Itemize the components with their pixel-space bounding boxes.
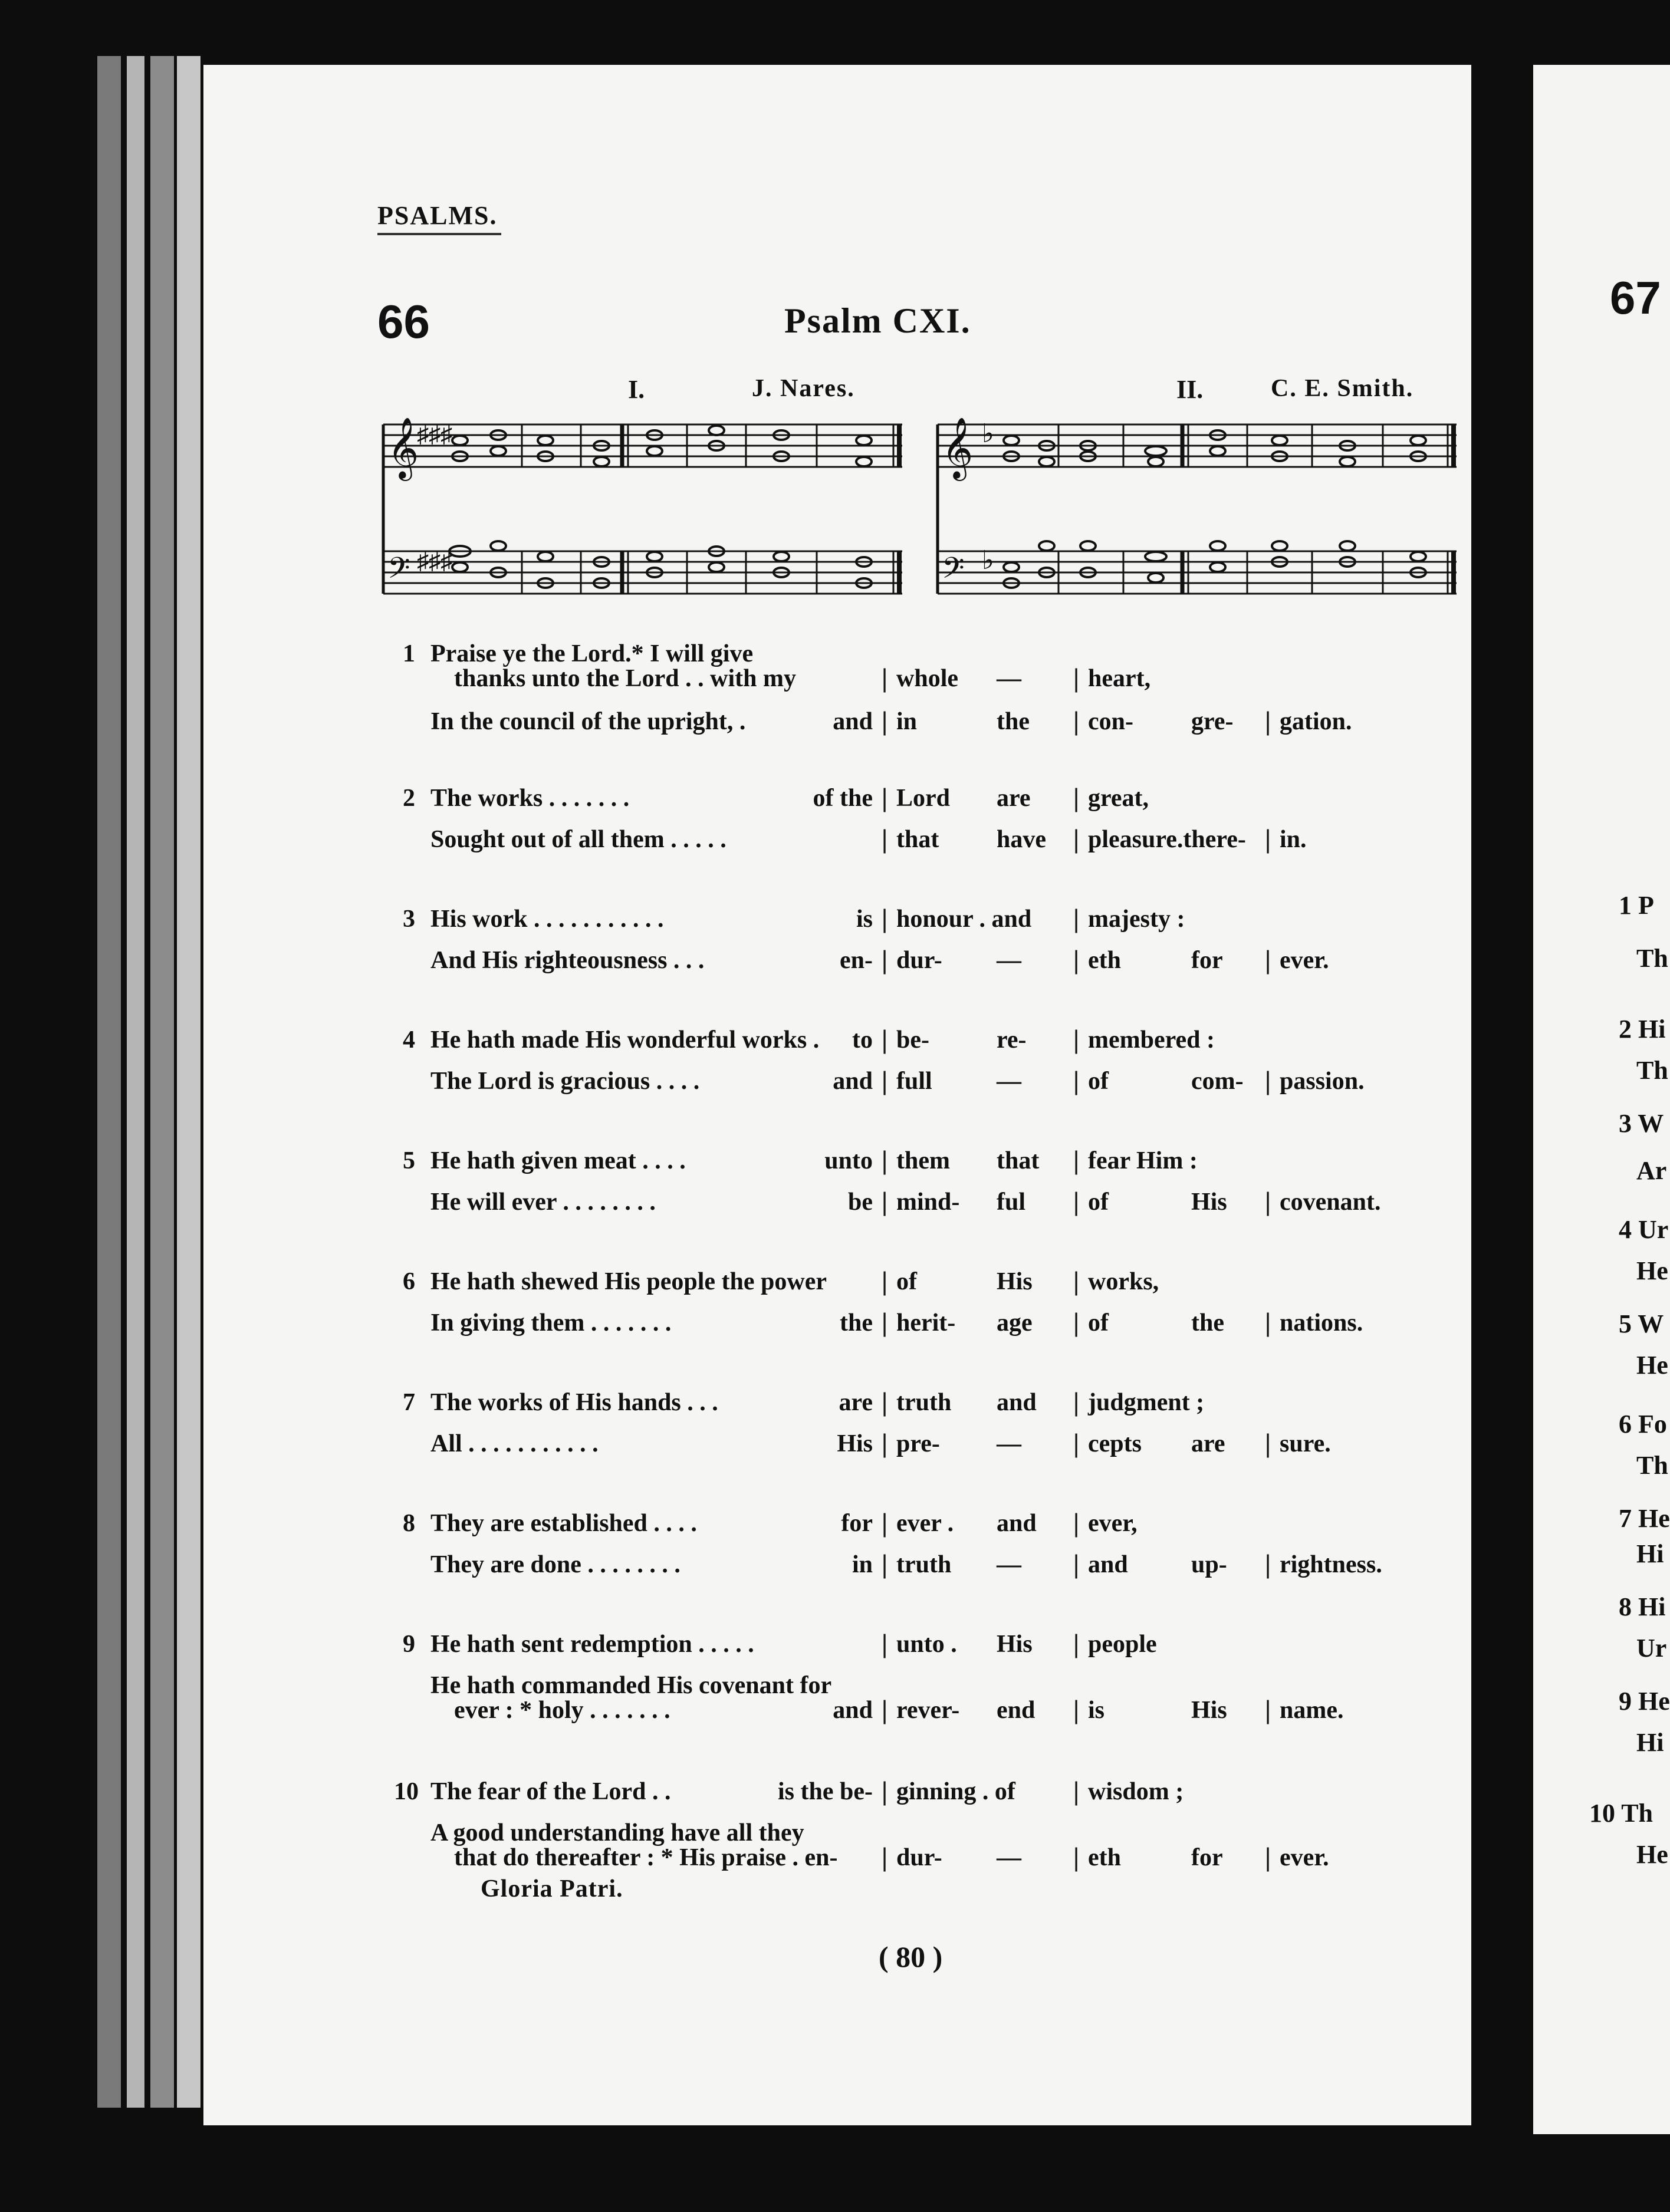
verse-line-text: Sought out of all them . . . . . — [430, 826, 726, 853]
svg-text:𝄞: 𝄞 — [387, 417, 419, 479]
bar-line: | — [1073, 1266, 1080, 1296]
verse-number: 4 — [403, 1026, 415, 1054]
verse-line-text: They are established . . . . — [430, 1510, 697, 1537]
pointed-syllable: pleasure.there- — [1088, 826, 1246, 853]
pointed-syllable: name. — [1280, 1697, 1344, 1724]
verse-number: 2 — [403, 785, 415, 812]
bar-line: | — [1073, 1549, 1080, 1579]
pointed-syllable: cepts — [1088, 1430, 1142, 1457]
right-page-fragment: Hi — [1636, 1539, 1664, 1568]
bar-line: | — [882, 1507, 888, 1538]
bar-line: | — [1073, 706, 1080, 736]
pointed-syllable: in. — [1280, 826, 1307, 853]
verse-mediation-word: in — [852, 1551, 873, 1578]
pointed-syllable: up- — [1191, 1551, 1227, 1578]
pointed-syllable: rever- — [896, 1697, 960, 1724]
header-underline — [377, 233, 501, 235]
verse-line-text: He hath shewed His people the power — [430, 1268, 827, 1295]
bar-line: | — [1265, 1065, 1271, 1095]
bar-line: | — [1073, 663, 1080, 693]
pointed-syllable: — — [997, 947, 1021, 974]
right-page-fragment: 5 W — [1619, 1309, 1664, 1338]
bar-line: | — [882, 1694, 888, 1724]
verse-line-text: In the council of the upright, . — [430, 708, 746, 735]
right-page-fragment: Th — [1636, 1451, 1668, 1480]
verse-line-text: All . . . . . . . . . . . — [430, 1430, 599, 1457]
running-header: PSALMS. — [377, 201, 498, 230]
pointed-syllable: — — [997, 1068, 1021, 1095]
verse-number: 5 — [403, 1147, 415, 1174]
right-page-fragment: 6 Fo — [1619, 1410, 1667, 1439]
bar-line: | — [1073, 1428, 1080, 1458]
bar-line: | — [1073, 1842, 1080, 1872]
bar-line: | — [882, 1776, 888, 1806]
verse-line-text: that do thereafter : * His praise . en- — [454, 1844, 838, 1871]
right-page-fragment: He — [1636, 1840, 1668, 1869]
verse-mediation-word: unto — [824, 1147, 873, 1174]
pointed-syllable: of — [1088, 1309, 1109, 1337]
pointed-syllable: is — [1088, 1697, 1105, 1724]
pointed-syllable: ginning . of — [896, 1778, 1015, 1805]
pointed-syllable: heart, — [1088, 665, 1151, 692]
bar-line: | — [1265, 944, 1271, 975]
verse-line-text: They are done . . . . . . . . — [430, 1551, 681, 1578]
verse-line-text: The fear of the Lord . . — [430, 1778, 671, 1805]
bar-line: | — [882, 824, 888, 854]
pointed-syllable: ever . — [896, 1510, 954, 1537]
right-page-fragment: 2 Hi — [1619, 1015, 1666, 1044]
bar-line: | — [882, 1842, 888, 1872]
page-edge-strip — [150, 56, 174, 2108]
verse-mediation-word: the — [840, 1309, 873, 1337]
pointed-syllable: con- — [1088, 708, 1133, 735]
pointed-syllable: and — [997, 1389, 1037, 1416]
pointed-syllable: His — [1191, 1189, 1227, 1216]
bar-line: | — [882, 1628, 888, 1658]
svg-text:♭: ♭ — [982, 546, 994, 575]
pointed-syllable: have — [997, 826, 1046, 853]
bar-line: | — [1265, 706, 1271, 736]
bar-line: | — [882, 903, 888, 933]
psalm-title: Psalm CXI. — [784, 301, 971, 340]
right-page-fragment: 10 Th — [1589, 1799, 1653, 1828]
verse-mediation-word: of the — [813, 785, 873, 812]
page-edge-strip — [127, 56, 144, 2108]
pointed-syllable: nations. — [1280, 1309, 1363, 1337]
page-edge-strip — [97, 56, 121, 2108]
pointed-syllable: herit- — [896, 1309, 956, 1337]
pointed-syllable: that — [997, 1147, 1040, 1174]
svg-text:♭: ♭ — [982, 419, 994, 448]
pointed-syllable: full — [896, 1068, 932, 1095]
bar-line: | — [1265, 1549, 1271, 1579]
pointed-syllable: re- — [997, 1026, 1027, 1054]
bar-line: | — [882, 1186, 888, 1216]
pointed-syllable: eth — [1088, 947, 1121, 974]
chant-tune-2-music — [935, 413, 1459, 607]
pointed-syllable: truth — [896, 1551, 952, 1578]
pointed-syllable: of — [1088, 1068, 1109, 1095]
verse-line-text: He will ever . . . . . . . . — [430, 1189, 656, 1216]
verse-mediation-word: to — [852, 1026, 873, 1054]
pointed-syllable: dur- — [896, 1844, 942, 1871]
bar-line: | — [1073, 1628, 1080, 1658]
bar-line: | — [1073, 1387, 1080, 1417]
pointed-syllable: and — [997, 1510, 1037, 1537]
verse-mediation-word: and — [833, 708, 873, 735]
chant-tune-1-music — [380, 413, 905, 607]
verse-line-text: Praise ye the Lord.* I will give — [430, 640, 754, 667]
bar-line: | — [882, 1387, 888, 1417]
verse-line-text: He hath sent redemption . . . . . — [430, 1631, 754, 1658]
pointed-syllable: age — [997, 1309, 1033, 1337]
right-page-number: 67 — [1610, 272, 1661, 324]
pointed-syllable: and — [1088, 1551, 1128, 1578]
verse-line-text: His work . . . . . . . . . . . — [430, 906, 664, 933]
verse-number: 8 — [403, 1510, 415, 1537]
bar-line: | — [882, 944, 888, 975]
pointed-syllable: sure. — [1280, 1430, 1331, 1457]
bar-line: | — [882, 1307, 888, 1337]
bar-line: | — [882, 1065, 888, 1095]
bar-line: | — [1073, 1307, 1080, 1337]
right-page-fragment: Hi — [1636, 1728, 1664, 1757]
pointed-syllable: majesty : — [1088, 906, 1185, 933]
pointed-syllable: for — [1191, 947, 1223, 974]
verse-line-text: The works . . . . . . . — [430, 785, 630, 812]
pointed-syllable: His — [997, 1268, 1033, 1295]
pointed-syllable: ful — [997, 1189, 1026, 1216]
right-page-fragment: 9 He — [1619, 1687, 1670, 1716]
pointed-syllable: truth — [896, 1389, 952, 1416]
bar-line: | — [1073, 782, 1080, 812]
verse-line-text: He hath commanded His covenant for — [430, 1672, 832, 1699]
pointed-syllable: are — [997, 785, 1031, 812]
pointed-syllable: for — [1191, 1844, 1223, 1871]
verse-line-text: ever : * holy . . . . . . . — [454, 1697, 670, 1724]
right-page — [1533, 65, 1670, 2134]
page-edge-strip — [177, 56, 200, 2108]
pointed-syllable: mind- — [896, 1189, 960, 1216]
pointed-syllable: the — [997, 708, 1030, 735]
right-page-fragment: 8 Hi — [1619, 1592, 1666, 1621]
pointed-syllable: — — [997, 665, 1021, 692]
pointed-syllable: — — [997, 1551, 1021, 1578]
pointed-syllable: pre- — [896, 1430, 940, 1457]
pointed-syllable: them — [896, 1147, 950, 1174]
psalm-number: 66 — [377, 295, 430, 348]
verse-number: 7 — [403, 1389, 415, 1416]
right-page-fragment: 1 P — [1619, 891, 1654, 920]
svg-text:♯♯♯: ♯♯♯ — [417, 548, 452, 574]
bar-line: | — [1073, 1024, 1080, 1054]
page-number: ( 80 ) — [879, 1940, 943, 1973]
pointed-syllable: His — [1191, 1697, 1227, 1724]
pointed-syllable: rightness. — [1280, 1551, 1382, 1578]
verse-number: 6 — [403, 1268, 415, 1295]
bar-line: | — [1265, 1428, 1271, 1458]
pointed-syllable: that — [896, 826, 939, 853]
pointed-syllable: eth — [1088, 1844, 1121, 1871]
verse-mediation-word: for — [841, 1510, 873, 1537]
tune-2-composer: C. E. Smith. — [1271, 375, 1414, 402]
svg-text:♯♯♯: ♯♯♯ — [417, 421, 452, 447]
pointed-syllable: be- — [896, 1026, 929, 1054]
pointed-syllable: ever. — [1280, 947, 1329, 974]
bar-line: | — [1265, 1842, 1271, 1872]
pointed-syllable: His — [997, 1631, 1033, 1658]
verse-line-text: A good understanding have all they — [430, 1819, 804, 1846]
pointed-syllable: of — [896, 1268, 917, 1295]
right-page-fragment: Ar — [1636, 1156, 1667, 1185]
bar-line: | — [1073, 1145, 1080, 1175]
verse-number: 1 — [403, 640, 415, 667]
pointed-syllable: works, — [1088, 1268, 1159, 1295]
bar-line: | — [882, 1266, 888, 1296]
verse-mediation-word: His — [837, 1430, 873, 1457]
pointed-syllable: fear Him : — [1088, 1147, 1198, 1174]
bar-line: | — [882, 1428, 888, 1458]
bar-line: | — [1073, 824, 1080, 854]
bar-line: | — [882, 1145, 888, 1175]
bar-line: | — [1073, 1186, 1080, 1216]
bar-line: | — [1265, 1307, 1271, 1337]
bar-line: | — [882, 1024, 888, 1054]
verse-number: 3 — [403, 906, 415, 933]
pointed-syllable: wisdom ; — [1088, 1778, 1184, 1805]
right-page-fragment: Ur — [1636, 1634, 1667, 1663]
bar-line: | — [1265, 824, 1271, 854]
gloria-patri: Gloria Patri. — [481, 1875, 623, 1902]
pointed-syllable: — — [997, 1430, 1021, 1457]
verse-mediation-word: and — [833, 1068, 873, 1095]
pointed-syllable: whole — [896, 665, 958, 692]
right-page-fragment: Th — [1636, 1056, 1668, 1085]
pointed-syllable: Lord — [896, 785, 951, 812]
verse-mediation-word: is — [856, 906, 873, 933]
verse-line-text: thanks unto the Lord . . with my — [454, 665, 796, 692]
pointed-syllable: gre- — [1191, 708, 1234, 735]
bar-line: | — [1265, 1186, 1271, 1216]
pointed-syllable: great, — [1088, 785, 1149, 812]
pointed-syllable: of — [1088, 1189, 1109, 1216]
bar-line: | — [1073, 1507, 1080, 1538]
verse-mediation-word: be — [848, 1189, 873, 1216]
pointed-syllable: are — [1191, 1430, 1225, 1457]
right-page-fragment: 7 He — [1619, 1504, 1670, 1533]
bar-line: | — [882, 706, 888, 736]
pointed-syllable: gation. — [1280, 708, 1352, 735]
pointed-syllable: com- — [1191, 1068, 1244, 1095]
verse-mediation-word: are — [839, 1389, 873, 1416]
verse-line-text: And His righteousness . . . — [430, 947, 705, 974]
verse-mediation-word: en- — [840, 947, 873, 974]
verse-mediation-word: is the be- — [778, 1778, 873, 1805]
bar-line: | — [1073, 944, 1080, 975]
pointed-syllable: judgment ; — [1088, 1389, 1205, 1416]
pointed-syllable: ever. — [1280, 1844, 1329, 1871]
tune-1-numeral: I. — [628, 375, 645, 404]
svg-text:𝄢: 𝄢 — [942, 551, 965, 592]
verse-mediation-word: and — [833, 1697, 873, 1724]
bar-line: | — [1073, 1776, 1080, 1806]
tune-1-composer: J. Nares. — [752, 375, 855, 402]
bar-line: | — [882, 782, 888, 812]
pointed-syllable: passion. — [1280, 1068, 1365, 1095]
right-page-fragment: He — [1636, 1351, 1668, 1380]
verse-line-text: The Lord is gracious . . . . — [430, 1068, 700, 1095]
right-page-fragment: 4 Ur — [1619, 1215, 1669, 1244]
svg-text:𝄞: 𝄞 — [942, 417, 974, 479]
right-page-fragment: Th — [1636, 944, 1668, 973]
bar-line: | — [882, 1549, 888, 1579]
pointed-syllable: end — [997, 1697, 1035, 1724]
pointed-syllable: the — [1191, 1309, 1224, 1337]
pointed-syllable: honour . and — [896, 906, 1032, 933]
pointed-syllable: in — [896, 708, 918, 735]
pointed-syllable: dur- — [896, 947, 942, 974]
pointed-syllable: covenant. — [1280, 1189, 1381, 1216]
bar-line: | — [1073, 1694, 1080, 1724]
verse-number: 9 — [403, 1631, 415, 1658]
svg-text:𝄢: 𝄢 — [387, 551, 410, 592]
pointed-syllable: unto . — [896, 1631, 957, 1658]
pointed-syllable: people — [1088, 1631, 1157, 1658]
verse-number: 10 — [394, 1778, 419, 1805]
tune-2-numeral: II. — [1176, 375, 1204, 404]
verse-line-text: He hath made His wonderful works . — [430, 1026, 820, 1054]
verse-line-text: In giving them . . . . . . . — [430, 1309, 672, 1337]
bar-line: | — [1073, 1065, 1080, 1095]
right-page-fragment: He — [1636, 1256, 1668, 1285]
verse-line-text: The works of His hands . . . — [430, 1389, 718, 1416]
pointed-syllable: ever, — [1088, 1510, 1138, 1537]
right-page-fragment: 3 W — [1619, 1109, 1664, 1138]
verse-line-text: He hath given meat . . . . — [430, 1147, 686, 1174]
pointed-syllable: membered : — [1088, 1026, 1215, 1054]
bar-line: | — [882, 663, 888, 693]
pointed-syllable: — — [997, 1844, 1021, 1871]
bar-line: | — [1265, 1694, 1271, 1724]
bar-line: | — [1073, 903, 1080, 933]
